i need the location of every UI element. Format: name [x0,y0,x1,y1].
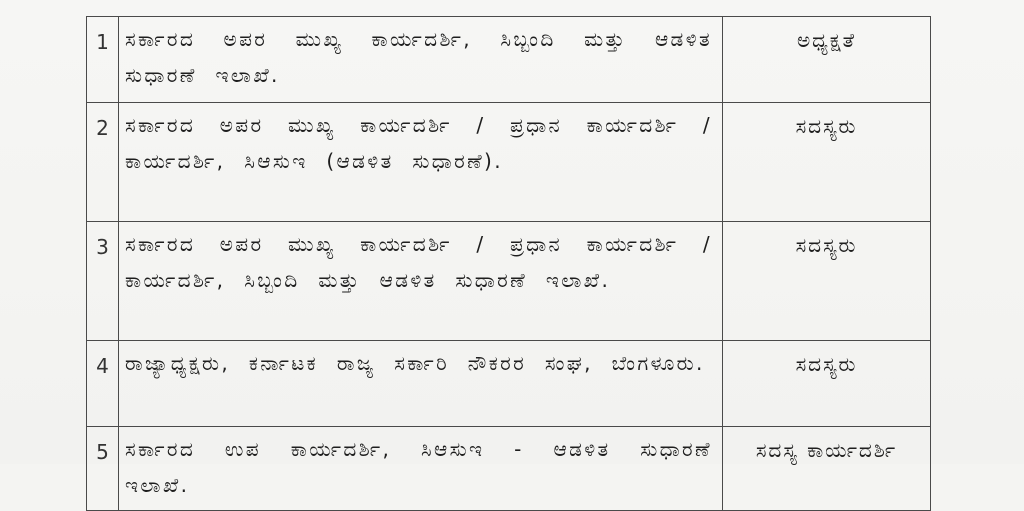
member-role: ಸದಸ್ಯ ಕಾರ್ಯದರ್ಶಿ [723,427,931,511]
table-row [87,222,931,341]
member-description: ರಾಜ್ಯಾಧ್ಯಕ್ಷರು, ಕರ್ನಾಟಕ ರಾಜ್ಯ ಸರ್ಕಾರಿ ನೌಕರರ ಸಂಘ, ಬೆಂಗಳೂರು. [119,341,723,427]
table-row [87,17,931,103]
member-role: ಸದಸ್ಯರು [723,341,931,427]
committee-members-table [86,16,931,511]
serial-number: 3 [87,222,119,341]
member-role: ಸದಸ್ಯರು [723,222,931,341]
serial-number: 1 [87,17,119,103]
serial-number: 2 [87,103,119,222]
member-role: ಸದಸ್ಯರು [723,103,931,222]
member-description: ಸರ್ಕಾರದ ಉಪ ಕಾರ್ಯದರ್ಶಿ, ಸಿಆಸುಇ - ಆಡಳಿತ ಸುಧಾರಣೆ ಇಲಾಖೆ. [119,427,723,511]
member-role: ಅಧ್ಯಕ್ಷತೆ [723,17,931,103]
member-description: ಸರ್ಕಾರದ ಅಪರ ಮುಖ್ಯ ಕಾರ್ಯದರ್ಶಿ, ಸಿಬ್ಬಂದಿ ಮತ್ತು ಆಡಳಿತ ಸುಧಾರಣೆ ಇಲಾಖೆ. [119,17,723,103]
table-row [87,427,931,511]
member-description: ಸರ್ಕಾರದ ಅಪರ ಮುಖ್ಯ ಕಾರ್ಯದರ್ಶಿ / ಪ್ರಧಾನ ಕಾರ್ಯದರ್ಶಿ / ಕಾರ್ಯದರ್ಶಿ, ಸಿಬ್ಬಂದಿ ಮತ್ತು ಆಡಳಿತ ಸುಧಾರಣೆ ಇಲಾಖೆ. [119,222,723,341]
serial-number: 5 [87,427,119,511]
table-row [87,341,931,427]
table-row [87,103,931,222]
member-description: ಸರ್ಕಾರದ ಅಪರ ಮುಖ್ಯ ಕಾರ್ಯದರ್ಶಿ / ಪ್ರಧಾನ ಕಾರ್ಯದರ್ಶಿ / ಕಾರ್ಯದರ್ಶಿ, ಸಿಆಸುಇ (ಆಡಳಿತ ಸುಧಾರಣೆ). [119,103,723,222]
serial-number: 4 [87,341,119,427]
